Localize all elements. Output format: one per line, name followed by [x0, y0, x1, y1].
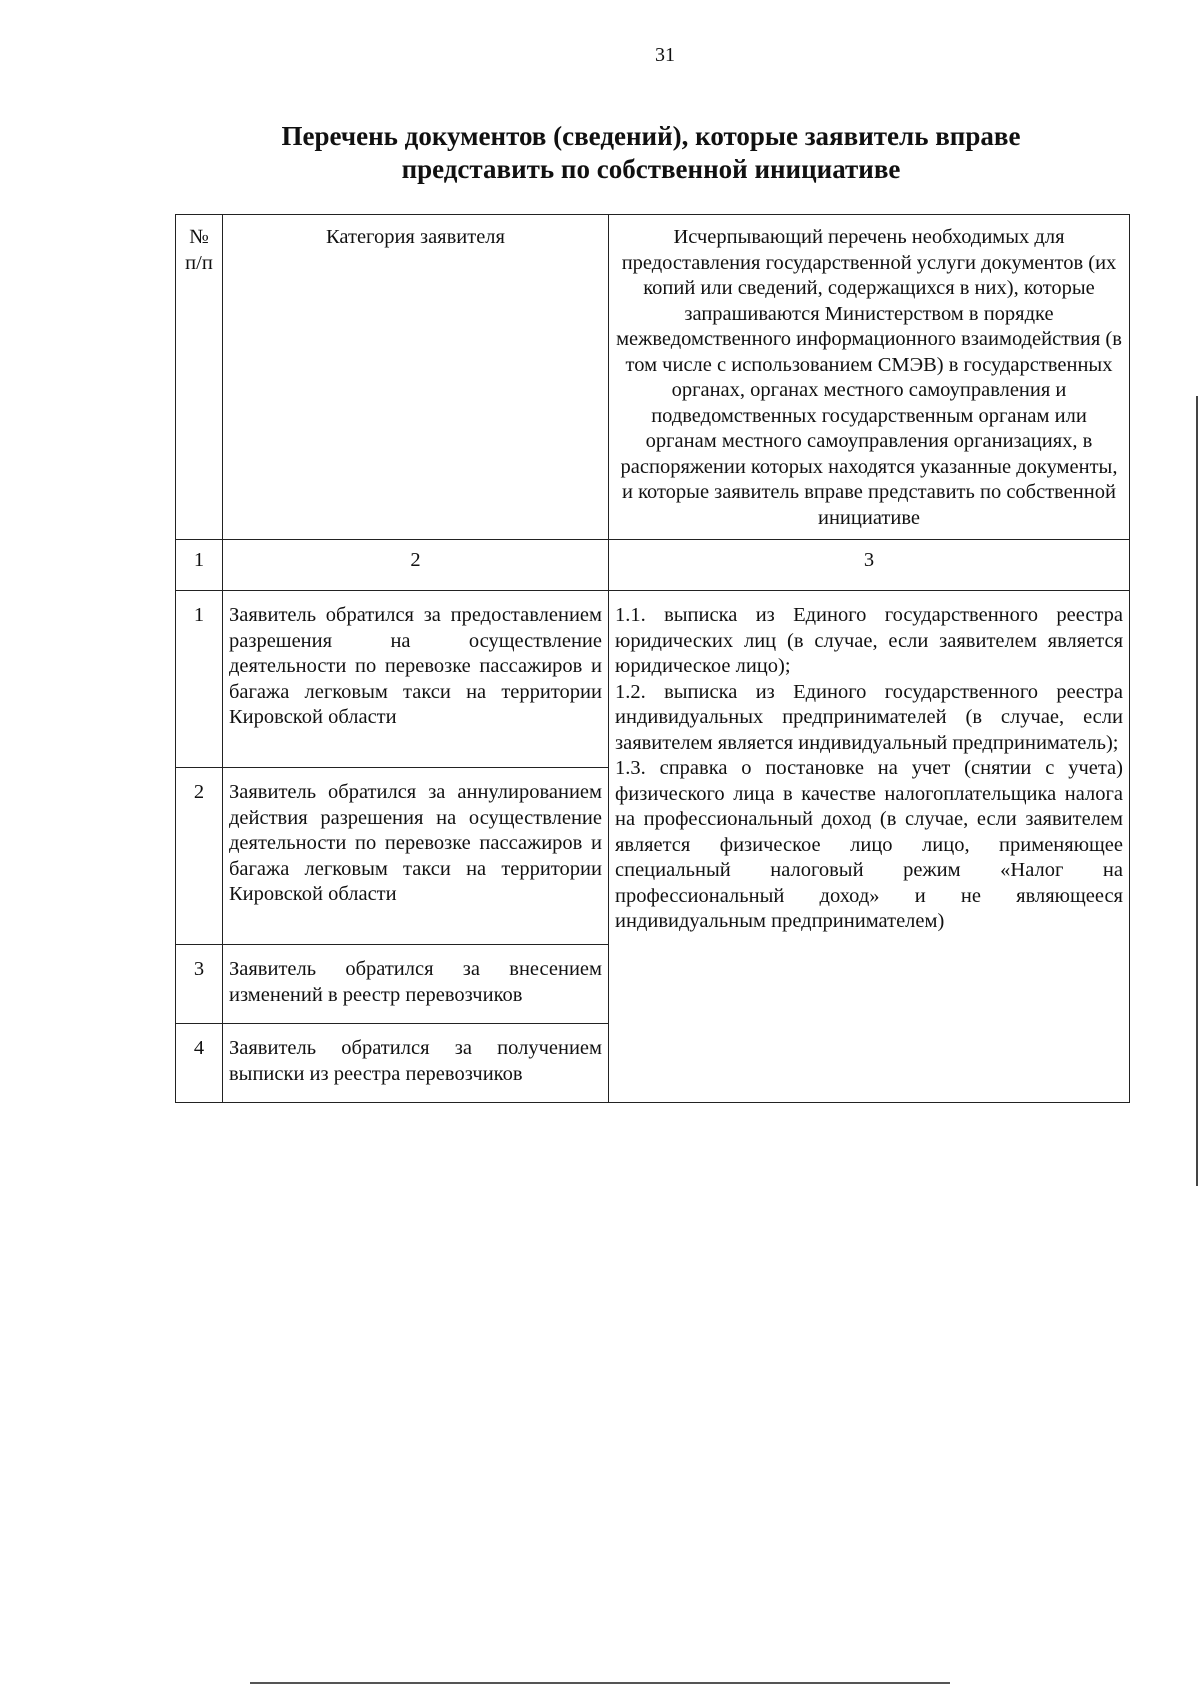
page-number: 31	[655, 44, 675, 66]
row-category: Заявитель обратился за внесением изменений в реестр перевозчиков	[223, 945, 609, 1024]
header-documents: Исчерпывающий перечень необходимых для предоставления государственной услуги документов (их копий или сведений, содержащихся в них), которые запрашиваются Министерством в порядке межведомственного информационного взаимодействия (в том числе с использованием СМЭВ) в государственных органах, органах местного самоуправления и подведомственных государственным органам или органам местного самоуправления организациях, в распоряжении которых находятся указанные документы, и которые заявитель вправе представить по собственной инициативе	[609, 215, 1130, 540]
document-title	[176, 120, 1126, 186]
column-index-1: 1	[176, 540, 223, 591]
column-index-row	[176, 540, 1130, 591]
documents-table	[175, 214, 1130, 1103]
table-row	[176, 591, 1130, 768]
row-category: Заявитель обратился за получением выписки из реестра перевозчиков	[223, 1024, 609, 1103]
column-index-3: 3	[609, 540, 1130, 591]
document-title-line-2: представить по собственной инициативе	[401, 154, 901, 184]
column-index-2: 2	[223, 540, 609, 591]
row-number: 1	[176, 591, 223, 768]
row-number: 4	[176, 1024, 223, 1103]
row-category: Заявитель обратился за предоставлением разрешения на осуществление деятельности по перевозке пассажиров и багажа легковым такси на территории Кировской области	[223, 591, 609, 768]
row-category: Заявитель обратился за аннулированием действия разрешения на осуществление деятельности по перевозке пассажиров и багажа легковым такси на территории Кировской области	[223, 768, 609, 945]
documents-list-cell	[609, 591, 1130, 1103]
row-number: 3	[176, 945, 223, 1024]
header-category: Категория заявителя	[223, 215, 609, 540]
document-item: 1.2. выписка из Единого государственного реестра индивидуальных предпринимателей (в случае, если заявителем является индивидуальный предприниматель);	[615, 680, 1123, 754]
scan-edge-line	[1196, 396, 1198, 1186]
table-header-row	[176, 215, 1130, 540]
document-title-line-1: Перечень документов (сведений), которые заявитель вправе	[281, 121, 1021, 151]
row-number: 2	[176, 768, 223, 945]
document-item: 1.1. выписка из Единого государственного реестра юридических лиц (в случае, если заявителем является юридическое лицо);	[615, 604, 1123, 677]
document-item: 1.3. справка о постановке на учет (снятии с учета) физического лица в качестве налогоплательщика налога на профессиональный доход (в случае, если заявителем является физическое лицо лицо, применяющее специальный налоговый режим «Налог на профессиональный доход» и не являющееся индивидуальным предпринимателем)	[615, 757, 1123, 932]
scan-edge-line	[250, 1682, 950, 1684]
header-number: № п/п	[176, 215, 223, 540]
